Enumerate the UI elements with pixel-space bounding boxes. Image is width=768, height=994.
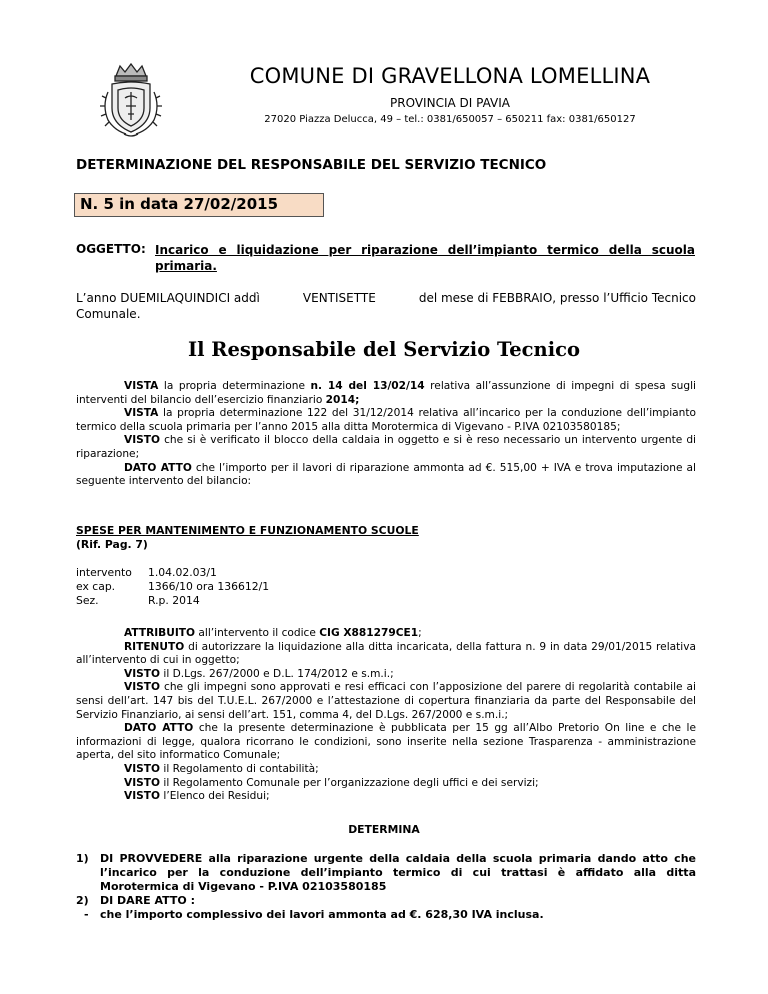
premise-paragraph: VISTO che si è verificato il blocco della caldaia in oggetto e si è reso necessario un intervento urgente di riparazione;	[76, 434, 696, 460]
opening-day: VENTISETTE	[302, 291, 376, 305]
premises-section-2	[76, 627, 696, 804]
opening-year: L’anno DUEMILAQUINDICI addì	[76, 291, 260, 305]
subject-text: Incarico e liquidazione per riparazione dell’impianto termico della scuola primaria.	[155, 243, 695, 273]
premise-paragraph: DATO ATTO che la presente determinazione è pubblicata per 15 gg all’Albo Pretorio On line e che le informazioni di legge, qualora ricorrano le condizioni, sono inserite nella sezione Trasparenza - amministrazione aperta, del sito informatico Comunale;	[76, 722, 696, 762]
number-box	[74, 193, 324, 217]
determina-heading: DETERMINA	[348, 823, 420, 836]
decision-item: 1) DI PROVVEDERE alla riparazione urgente della caldaia della scuola primaria dando atto che l’incarico per la conduzione dell’impianto termico di cui trattasi è affidato alla ditta Morotermica di Vigevano - P.IVA 02103580185	[76, 852, 696, 893]
decision-list	[76, 852, 696, 922]
premise-paragraph: VISTA la propria determinazione 122 del 31/12/2014 relativa all’incarico per la conduzione dell’impianto termico della scuola primaria per l’anno 2015 alla ditta Morotermica di Vigevano - P.IVA 02103580185;	[76, 407, 696, 433]
responsible-title: Il Responsabile del Servizio Tecnico	[187, 338, 581, 361]
premise-paragraph: ATTRIBUITO all’intervento il codice CIG X881279CE1;	[124, 627, 422, 639]
coat-of-arms-icon	[98, 62, 164, 138]
subject-label: OGGETTO:	[76, 242, 146, 256]
premise-paragraph: VISTA la propria determinazione n. 14 del 13/02/14 relativa all’assunzione di impegni di spesa sugli interventi del bilancio dell’esercizio finanziario 2014;	[76, 380, 696, 406]
decision-item: 2) DI DARE ATTO :	[76, 894, 196, 907]
address-line: 27020 Piazza Delucca, 49 – tel.: 0381/650057 – 650211 fax: 0381/650127	[264, 114, 636, 125]
opening-month-office: del mese di FEBBRAIO, presso l’Ufficio Tecnico	[418, 291, 696, 305]
expense-heading	[76, 524, 419, 551]
premise-paragraph: VISTO l’Elenco dei Residui;	[124, 790, 270, 803]
budget-row: intervento 1.04.02.03/1	[76, 566, 217, 579]
premises-section-1	[76, 380, 696, 489]
opening-statement	[76, 290, 696, 322]
determination-title: DETERMINAZIONE DEL RESPONSABILE DEL SERVIZIO TECNICO	[76, 157, 547, 173]
budget-row: Sez. R.p. 2014	[76, 594, 200, 607]
premise-paragraph: VISTO il D.Lgs. 267/2000 e D.L. 174/2012 e s.m.i.;	[124, 667, 394, 680]
opening-end: Comunale.	[76, 307, 141, 321]
expense-ref: (Rif. Pag. 7)	[76, 537, 148, 551]
decision-subitem: - che l’importo complessivo dei lavori ammonta ad €. 628,30 IVA inclusa.	[84, 908, 544, 921]
premise-paragraph: VISTO il Regolamento Comunale per l’organizzazione degli uffici e dei servizi;	[124, 776, 539, 789]
premise-paragraph: RITENUTO di autorizzare la liquidazione alla ditta incaricata, della fattura n. 9 in data 29/01/2015 relativa all’intervento di cui in oggetto;	[76, 640, 696, 667]
premise-paragraph: VISTO che gli impegni sono approvati e resi efficaci con l’apposizione del parere di regolarità contabile ai sensi dell’art. 147 bis del T.U.E.L. 267/2000 e l’attestazione di copertura finanziaria da parte del Responsabile del Servizio Finanziario, ai sensi dell’art. 151, comma 4, del D.Lgs. 267/2000 e s.m.i.;	[76, 681, 696, 721]
premise-paragraph: DATO ATTO che l’importo per il lavori di riparazione ammonta ad €. 515,00 + IVA e trova imputazione al seguente intervento del bilancio:	[76, 461, 696, 488]
expense-title: SPESE PER MANTENIMENTO E FUNZIONAMENTO SCUOLE	[76, 524, 419, 537]
budget-row: ex cap. 1366/10 ora 136612/1	[76, 580, 270, 593]
number-date: N. 5 in data 27/02/2015	[80, 195, 279, 213]
budget-lines	[76, 566, 269, 608]
province-line: PROVINCIA DI PAVIA	[390, 96, 510, 110]
municipality-title: COMUNE DI GRAVELLONA LOMELLINA	[249, 64, 651, 88]
premise-paragraph: VISTO il Regolamento di contabilità;	[124, 762, 319, 775]
